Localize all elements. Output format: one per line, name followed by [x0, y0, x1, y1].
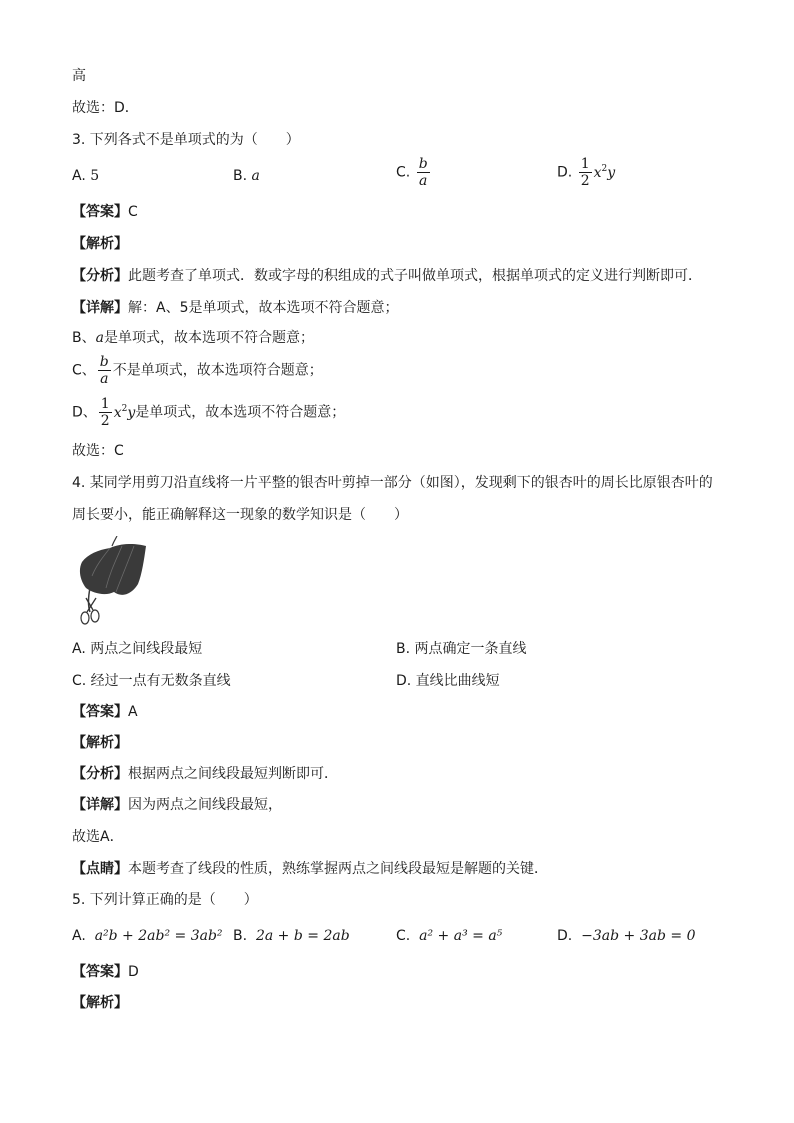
text-line: 故选：D． — [72, 100, 139, 116]
question-4-stem: 4. 某同学用剪刀沿直线将一片平整的银杏叶剪掉一部分（如图），发现剩下的银杏叶的周长比原银杏叶的 — [72, 475, 713, 491]
q5-option-c: C. a² + a³ = a⁵ — [396, 928, 503, 944]
q4-option-c: C. 经过一点有无数条直线 — [72, 673, 231, 689]
comment-line: 【点睛】本题考查了线段的性质，熟练掌握两点之间线段最短是解题的关键． — [72, 861, 548, 877]
q3-option-a: A. 5 — [72, 168, 100, 184]
detail-line-c: C、 $\frac{b}{a}$ 不是单项式，故本选项符合题意； — [72, 354, 323, 387]
q4-option-a: A. 两点之间线段最短 — [72, 641, 203, 657]
detail-line-d: D、 $\frac{1}{2}$ $x^2y$是单项式，故本选项不符合题意； — [72, 396, 346, 429]
question-4-stem-cont: 周长要小，能正确解释这一现象的数学知识是（ ） — [72, 507, 408, 523]
text-line: 故选：C — [72, 443, 124, 459]
question-5-stem: 5. 下列计算正确的是（ ） — [72, 892, 258, 908]
answer-line: 【答案】C — [72, 204, 138, 220]
q5-option-b: B. 2a + b = 2ab — [233, 928, 350, 944]
q4-option-b: B. 两点确定一条直线 — [396, 641, 527, 657]
question-3-stem: 3. 下列各式不是单项式的为（ ） — [72, 132, 300, 148]
q3-option-b: B. a — [233, 168, 260, 184]
q5-option-a: A. a²b + 2ab² = 3ab² — [72, 928, 223, 944]
detail-line-b: B、a是单项式，故本选项不符合题意； — [72, 330, 314, 346]
q3-option-d: D. $\frac{1}{2}$ $x^2y$ — [557, 156, 616, 189]
detail-line: 【详解】解：A、5是单项式，故本选项不符合题意； — [72, 300, 399, 316]
analysis-line: 【分析】此题考查了单项式．数或字母的积组成的式子叫做单项式，根据单项式的定义进行判断即可． — [72, 268, 702, 284]
text-line: 高 — [72, 68, 86, 84]
q4-option-d: D. 直线比曲线短 — [396, 673, 500, 689]
jiexi-heading: 【解析】 — [72, 236, 128, 252]
jiexi-heading: 【解析】 — [72, 735, 128, 751]
analysis-line: 【分析】根据两点之间线段最短判断即可． — [72, 766, 338, 782]
detail-line: 【详解】因为两点之间线段最短， — [72, 797, 282, 813]
q5-option-d: D. −3ab + 3ab = 0 — [557, 928, 696, 944]
text-line: 故选A． — [72, 829, 124, 845]
jiexi-heading: 【解析】 — [72, 995, 128, 1011]
q3-option-c: C. $\frac{b}{a}$ — [396, 156, 428, 189]
answer-line: 【答案】A — [72, 704, 138, 720]
answer-line: 【答案】D — [72, 964, 139, 980]
ginkgo-leaf-scissors-image — [72, 536, 152, 628]
